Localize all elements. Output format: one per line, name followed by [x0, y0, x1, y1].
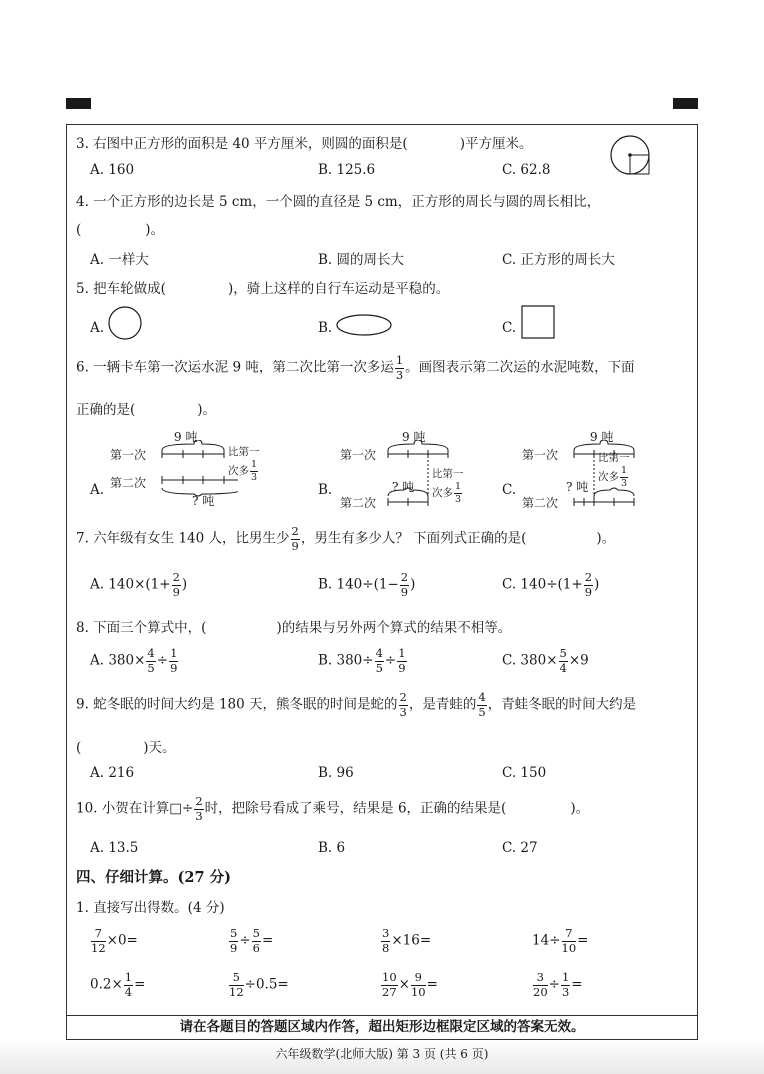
label-more-fraction: 次多 $\frac{1}{3}$ [228, 459, 258, 483]
fraction: $\frac{2}{9}$ [291, 524, 299, 553]
q4-option-c[interactable]: C. 正方形的周长大 [502, 252, 615, 268]
calc-r2-e3: $\frac{10}{27}$ × $\frac{9}{10}$ = [382, 970, 438, 999]
question-10-text: 10. 小贺在计算□÷ [76, 800, 194, 817]
q6-option-b[interactable]: B. [318, 482, 333, 498]
label-9-ton: 9 吨 [402, 430, 426, 444]
label-unknown: ? 吨 [566, 480, 589, 494]
q9-option-a[interactable]: A. 216 [90, 765, 135, 781]
q8-option-b[interactable]: B. 380÷ $\frac{4}{5}$ ÷ $\frac{1}{9}$ [318, 646, 406, 675]
question-3 [76, 132, 532, 152]
ellipse-wheel-icon [334, 312, 396, 338]
q10-option-c[interactable]: C. 27 [502, 840, 538, 856]
question-4-blank [76, 218, 164, 238]
q9-option-b[interactable]: B. 96 [318, 765, 354, 781]
q4-option-b[interactable]: B. 圆的周长大 [318, 252, 405, 268]
q10-option-a[interactable]: A. 13.5 [90, 840, 139, 856]
q3-option-c[interactable]: C. 62.8 [502, 162, 551, 178]
page-number-text: 六年级数学(北师大版) 第 3 页 (共 6 页) [275, 1047, 489, 1061]
q8-option-a[interactable]: A. 380× $\frac{4}{5}$ ÷ $\frac{1}{9}$ [90, 646, 178, 675]
q4-option-a[interactable]: A. 一样大 [90, 252, 149, 268]
q7-option-a[interactable]: A. 140×(1+ $\frac{2}{9}$ ) [90, 570, 188, 599]
q9-option-c[interactable]: C. 150 [502, 765, 547, 781]
fraction: $\frac{1}{3}$ [395, 353, 404, 382]
label-unknown: ? 吨 [192, 494, 215, 508]
q10-option-b[interactable]: B. 6 [318, 840, 346, 856]
question-9: 9. 蛇冬眠的时间大约是 180 天，熊冬眠的时间是蛇的 $\frac{2}{3}$ ，是青蛙的 $\frac{4}{5}$ ，青蛙冬眠的时间大约是 [76, 690, 637, 719]
label-9-ton: 9 吨 [174, 430, 198, 444]
label-first: 第一次 [110, 448, 147, 462]
calc-r1-e4: 14÷ $\frac{7}{10}$ = [532, 926, 589, 955]
question-9-paren-close: )天。 [143, 740, 176, 756]
question-7-text: 7. 六年级有女生 140 人，比男生少 [76, 530, 290, 547]
label-more-fraction: 次多 $\frac{1}{3}$ [598, 465, 628, 489]
question-9-text: 9. 蛇冬眠的时间大约是 180 天，熊冬眠的时间是蛇的 [76, 696, 398, 713]
question-10: 10. 小贺在计算□÷ $\frac{2}{3}$ 时，把除号看成了乘号，结果是 6，正确的结果是( )。 [76, 794, 590, 823]
label-9-ton: 9 吨 [590, 430, 614, 444]
question-6 [76, 355, 635, 381]
label-more-than-first: 比第一 [228, 446, 260, 458]
question-9-text-mid: ，是青蛙的 [408, 696, 477, 713]
calc-r1-e2: $\frac{5}{9}$ ÷ $\frac{5}{6}$ = [230, 926, 274, 955]
question-3-text-end: )平方厘米。 [459, 136, 533, 152]
section-4-title: 四、仔细计算。(27 分) [76, 869, 231, 886]
question-6-text: 6. 一辆卡车第一次运水泥 9 吨，第二次比第一次多运 [76, 359, 394, 376]
corner-marker-right [673, 98, 698, 109]
calc-r2-e1: 0.2× $\frac{1}{4}$ = [90, 970, 146, 999]
q5-option-c[interactable]: C. [502, 320, 517, 336]
question-6-line2 [76, 398, 216, 418]
question-5 [76, 277, 449, 297]
calc-r1-e1: $\frac{7}{12}$ ×0= [91, 926, 138, 955]
question-4-paren-close: )。 [145, 222, 165, 238]
q7-option-b[interactable]: B. 140÷(1− $\frac{2}{9}$ ) [318, 570, 416, 599]
question-5-text-end: )，骑上这样的自行车运动是平稳的。 [227, 281, 450, 297]
square-wheel-icon [520, 304, 560, 342]
corner-marker-left [66, 98, 91, 109]
label-first: 第一次 [522, 448, 559, 462]
question-7-text-end: ，男生有多少人？ 下面列式正确的是( [300, 530, 527, 547]
q6-diagram-b [338, 426, 488, 512]
q6-diagram-c [520, 426, 670, 512]
circle-wheel-icon [106, 306, 146, 342]
question-9-line2 [76, 736, 176, 756]
label-second: 第二次 [522, 496, 559, 510]
label-more-than-first: 比第一 [598, 452, 630, 464]
question-7-paren-close: )。 [596, 530, 616, 547]
page-footer [0, 1040, 764, 1074]
q5-option-a[interactable]: A. [90, 320, 105, 336]
q6-option-a[interactable]: A. [90, 482, 105, 498]
q8-option-c[interactable]: C. 380× $\frac{5}{4}$ ×9 [502, 646, 589, 675]
question-9-text-end: ，青蛙冬眠的时间大约是 [487, 696, 637, 713]
label-unknown: ? 吨 [392, 480, 415, 494]
question-5-text: 5. 把车轮做成( [76, 281, 166, 297]
section-4-sub1: 1. 直接写出得数。(4 分) [76, 900, 225, 916]
label-more-than-first: 比第一 [432, 468, 464, 480]
q7-option-c[interactable]: C. 140÷(1+ $\frac{2}{9}$ ) [502, 570, 600, 599]
question-10-text-end: 时，把除号看成了乘号，结果是 6，正确的结果是( [204, 800, 507, 817]
answer-area-notice: 请在各题目的答题区域内作答，超出矩形边框限定区域的答案无效。 [66, 1016, 698, 1040]
calc-r2-e4: $\frac{3}{20}$ ÷ $\frac{1}{3}$ = [533, 970, 583, 999]
question-6-text2-end: )。 [197, 402, 217, 418]
q5-option-b[interactable]: B. [318, 320, 333, 336]
question-8-text-end: )的结果与另外两个算式的结果不相等。 [276, 620, 512, 636]
q3-option-a[interactable]: A. 160 [90, 162, 135, 178]
question-10-paren-close: )。 [570, 800, 590, 817]
calc-r2-e2: $\frac{5}{12}$ ÷0.5= [229, 970, 289, 999]
circle-square-figure [608, 134, 656, 178]
q6-diagram-a [108, 426, 268, 512]
label-second: 第二次 [110, 476, 147, 490]
calc-r1-e3: $\frac{3}{8}$ ×16= [382, 926, 432, 955]
label-second: 第二次 [340, 496, 377, 510]
question-4-paren-open: ( [76, 222, 82, 238]
question-3-text: 3. 右图中正方形的面积是 40 平方厘米，则圆的面积是( [76, 136, 408, 152]
question-8 [76, 616, 511, 636]
question-4-text: 4. 一个正方形的边长是 5 cm，一个圆的直径是 5 cm，正方形的周长与圆的周长相比， [76, 194, 601, 210]
question-6-text2: 正确的是( [76, 402, 136, 418]
label-first: 第一次 [340, 448, 377, 462]
q3-option-b[interactable]: B. 125.6 [318, 162, 376, 178]
question-8-text: 8. 下面三个算式中，( [76, 620, 207, 636]
question-6-text-end: 。画图表示第二次运的水泥吨数，下面 [405, 359, 635, 376]
question-9-paren-open: ( [76, 740, 82, 756]
q6-option-c[interactable]: C. [502, 482, 517, 498]
question-7 [76, 526, 615, 552]
label-more-fraction: 次多 $\frac{1}{3}$ [432, 481, 462, 505]
